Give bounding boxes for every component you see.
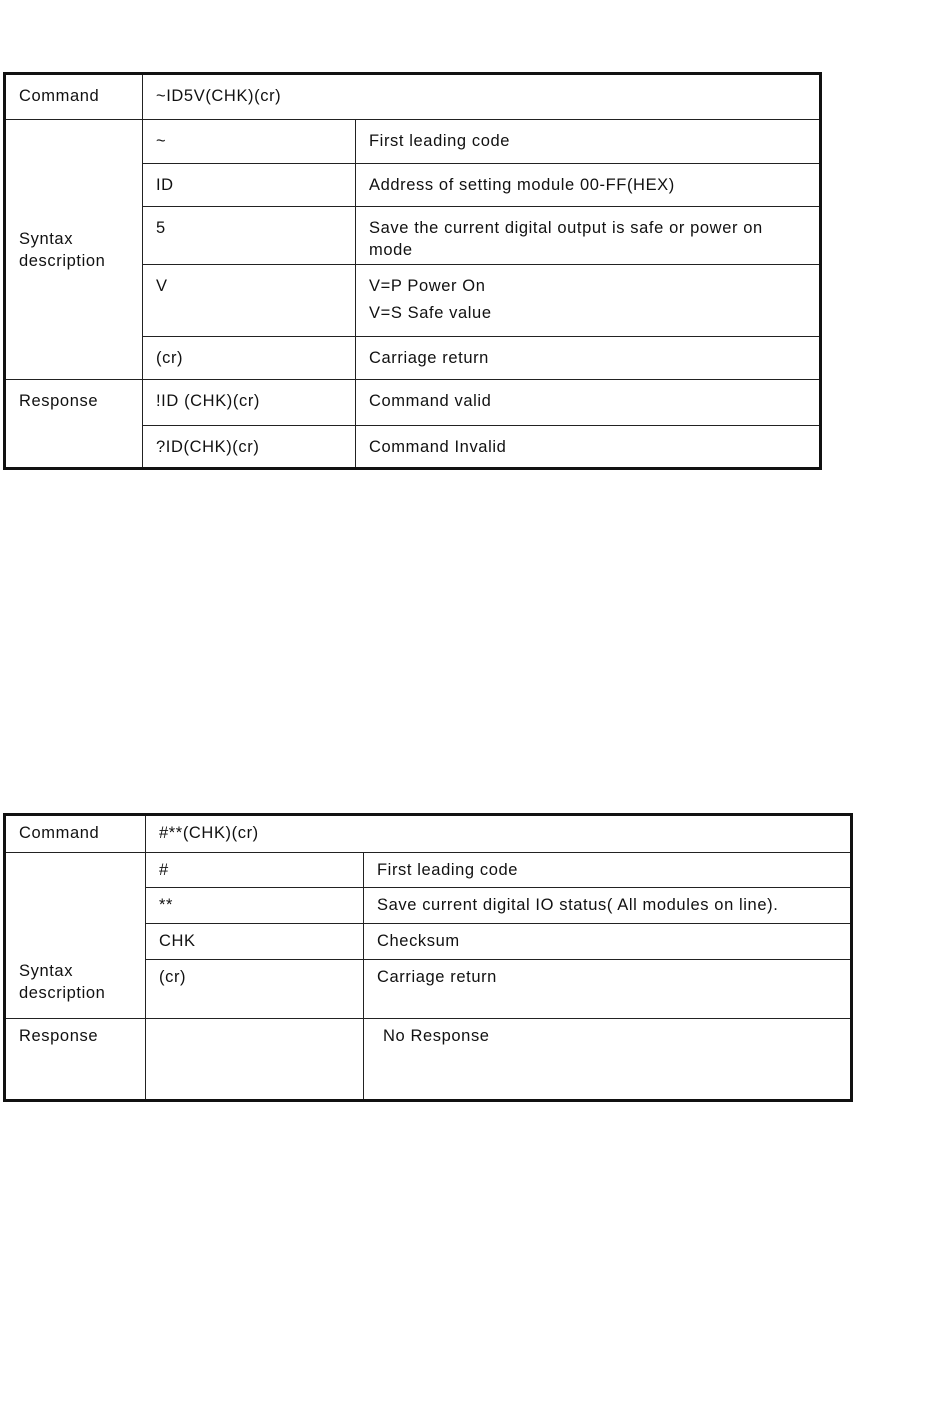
syntax-row xyxy=(5,120,821,164)
syntax-desc: Carriage return xyxy=(356,337,821,380)
syntax-description-label: Syntax description xyxy=(5,853,146,1019)
command-table-save-output xyxy=(3,72,822,470)
response-label: Response xyxy=(5,380,143,469)
command-table-save-io-status xyxy=(3,813,853,1102)
response-desc: Command valid xyxy=(356,380,821,426)
syntax-description-label: Syntax description xyxy=(5,120,143,380)
command-value: ~ID5V(CHK)(cr) xyxy=(143,74,821,120)
syntax-code: # xyxy=(146,853,364,888)
command-row xyxy=(5,74,821,120)
syntax-desc: First leading code xyxy=(356,120,821,164)
syntax-desc: First leading code xyxy=(364,853,852,888)
syntax-row xyxy=(5,853,852,888)
syntax-desc: Save the current digital output is safe or power on mode xyxy=(356,207,821,265)
response-code xyxy=(146,1019,364,1101)
response-row xyxy=(5,380,821,426)
syntax-code: (cr) xyxy=(146,960,364,1019)
syntax-code: (cr) xyxy=(143,337,356,380)
syntax-code: 5 xyxy=(143,207,356,265)
response-label: Response xyxy=(5,1019,146,1101)
syntax-desc: Carriage return xyxy=(364,960,852,1019)
syntax-code: CHK xyxy=(146,924,364,960)
command-label: Command xyxy=(5,815,146,853)
syntax-code: V xyxy=(143,265,356,337)
response-desc: Command Invalid xyxy=(356,426,821,469)
syntax-code: ID xyxy=(143,164,356,207)
syntax-desc: V=P Power On V=S Safe value xyxy=(356,265,821,337)
command-label: Command xyxy=(5,74,143,120)
response-desc: No Response xyxy=(364,1019,852,1101)
syntax-code: ~ xyxy=(143,120,356,164)
response-code: ?ID(CHK)(cr) xyxy=(143,426,356,469)
response-row xyxy=(5,1019,852,1101)
response-code: !ID (CHK)(cr) xyxy=(143,380,356,426)
syntax-code: ** xyxy=(146,888,364,924)
command-row xyxy=(5,815,852,853)
syntax-desc: Save current digital IO status( All modules on line). xyxy=(364,888,852,924)
command-value: #**(CHK)(cr) xyxy=(146,815,852,853)
syntax-desc: Address of setting module 00-FF(HEX) xyxy=(356,164,821,207)
syntax-desc: Checksum xyxy=(364,924,852,960)
